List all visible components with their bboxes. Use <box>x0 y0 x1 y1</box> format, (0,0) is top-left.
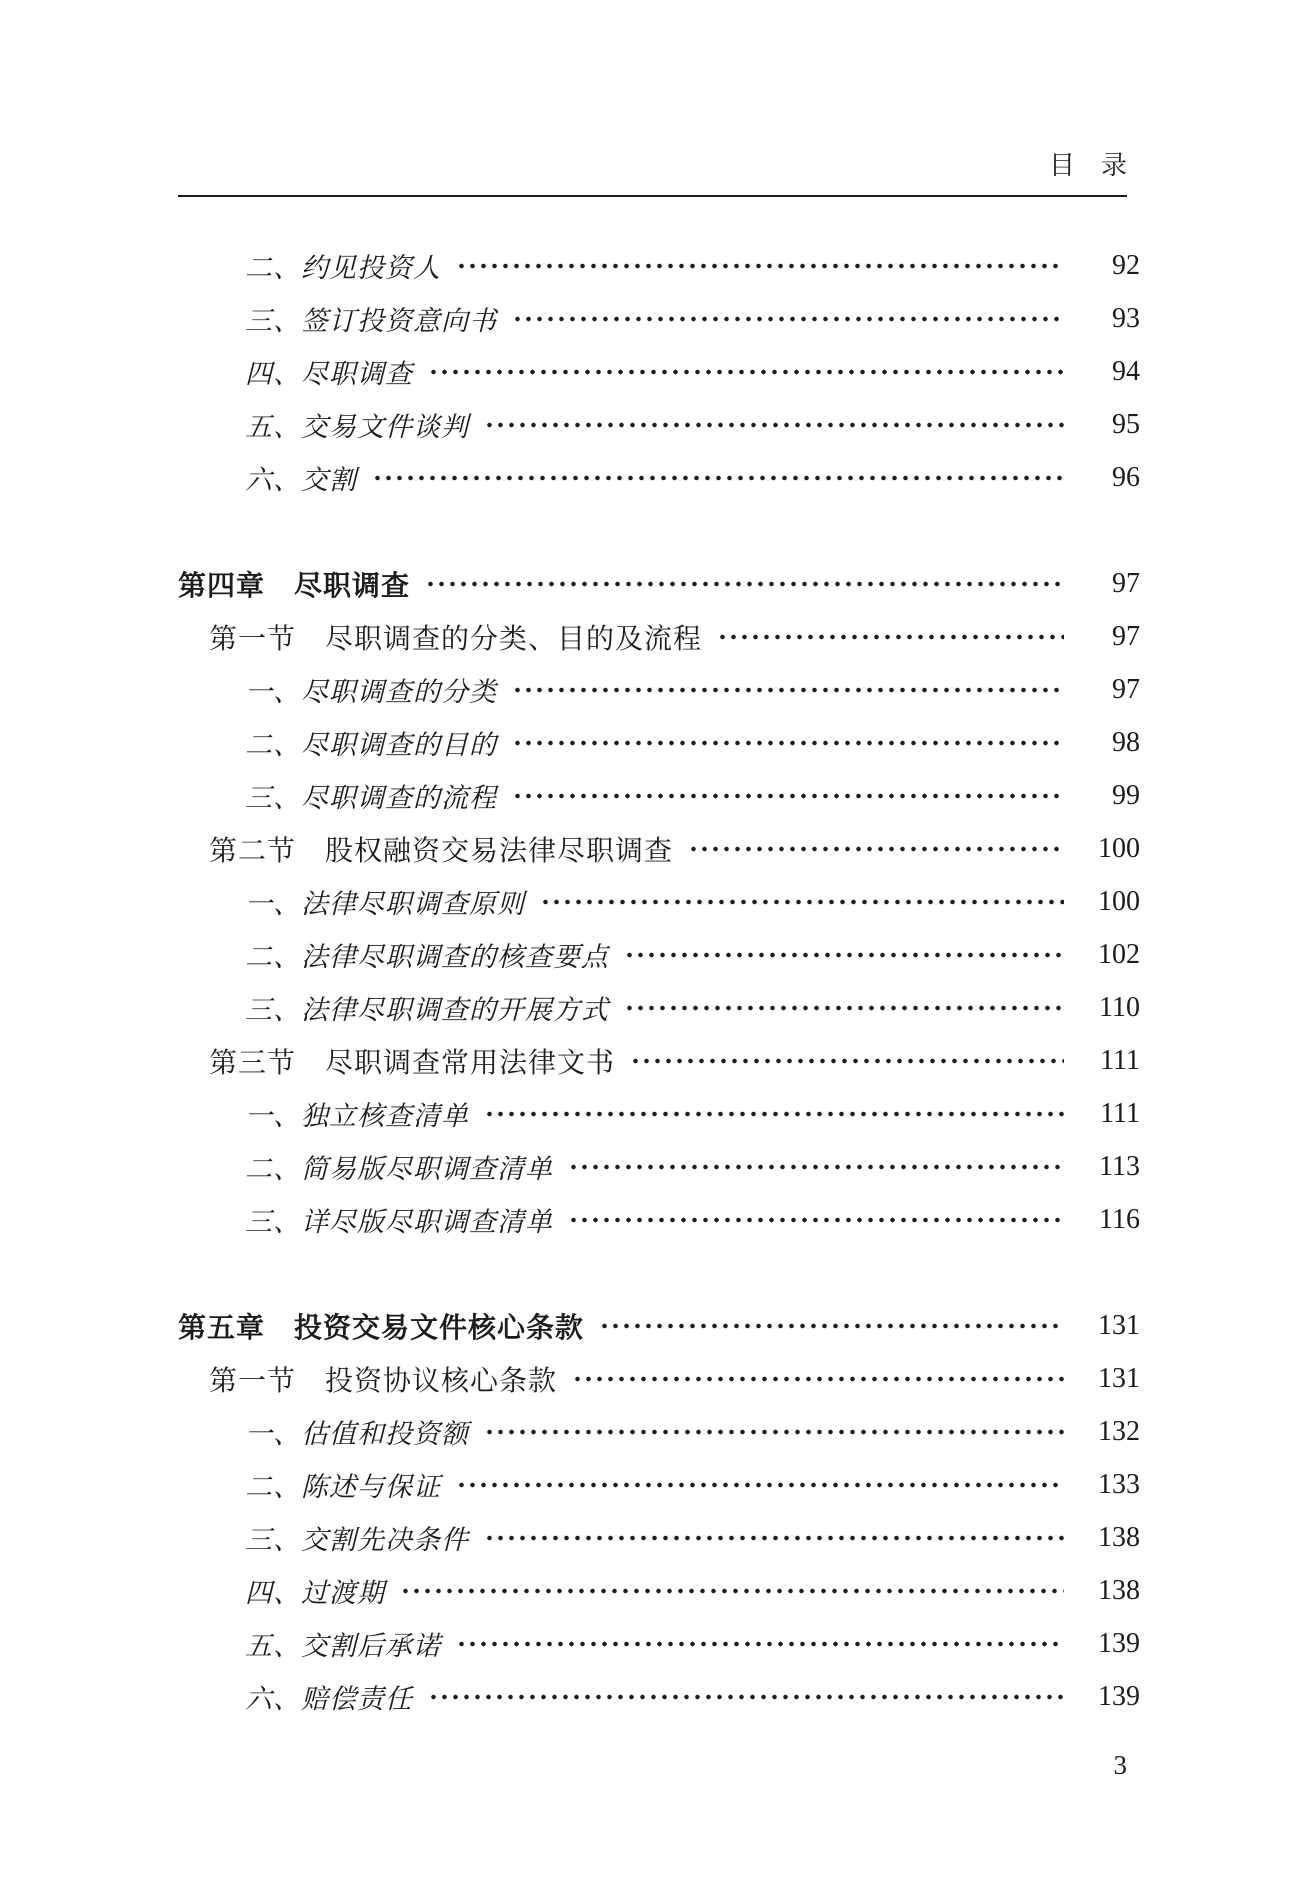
toc-entry-label: 第一节 尽职调查的分类、目的及流程 <box>209 623 703 655</box>
toc-entry <box>178 1458 1140 1511</box>
toc-entry-label: 六、赔偿责任 <box>245 1684 413 1714</box>
toc-dot-leader <box>630 1034 1064 1087</box>
toc-entry-page: 113 <box>1099 1150 1140 1182</box>
toc-entry-page: 110 <box>1099 991 1140 1023</box>
toc-entry <box>178 1511 1140 1564</box>
toc-entry-label: 一、独立核查清单 <box>245 1101 469 1131</box>
toc-dot-leader <box>372 451 1064 504</box>
toc-entry-label: 三、法律尽职调查的开展方式 <box>245 995 609 1025</box>
toc-entry <box>178 451 1140 504</box>
toc-entry <box>178 398 1140 451</box>
toc-entry <box>178 1087 1140 1140</box>
toc-entry-page: 99 <box>1112 779 1140 811</box>
toc-entry-page: 92 <box>1112 249 1140 281</box>
toc-entry <box>178 1140 1140 1193</box>
toc-entry <box>178 1299 1140 1352</box>
toc-entry-label: 第五章 投资交易文件核心条款 <box>178 1311 585 1343</box>
toc-entry <box>178 1617 1140 1670</box>
toc-entry <box>178 716 1140 769</box>
toc-entry <box>178 557 1140 610</box>
page-header-title: 目 录 <box>1048 151 1127 180</box>
toc-dot-leader <box>456 1458 1064 1511</box>
toc-entry <box>178 928 1140 981</box>
toc-entry-label: 六、交割 <box>245 465 357 495</box>
toc-entry-page: 133 <box>1098 1468 1140 1500</box>
toc-dot-leader <box>688 822 1064 875</box>
toc-entry-label: 三、尽职调查的流程 <box>245 783 497 813</box>
toc-entry-label: 二、约见投资人 <box>245 253 441 283</box>
toc-entry <box>178 239 1140 292</box>
toc-entry-label: 三、签订投资意向书 <box>245 306 497 336</box>
toc-dot-leader <box>512 663 1064 716</box>
toc-dot-leader <box>428 345 1064 398</box>
toc-entry-page: 93 <box>1112 302 1140 334</box>
toc-entry-page: 98 <box>1112 726 1140 758</box>
toc-dot-leader <box>456 1617 1064 1670</box>
toc-entry-page: 100 <box>1098 885 1140 917</box>
toc-entry-page: 97 <box>1112 567 1140 599</box>
toc-dot-leader <box>512 716 1064 769</box>
toc-entry <box>178 769 1140 822</box>
toc-dot-leader <box>512 292 1064 345</box>
toc-entry <box>178 1034 1140 1087</box>
toc-entry <box>178 1405 1140 1458</box>
toc-entry-label: 三、交割先决条件 <box>245 1525 469 1555</box>
toc-entry-page: 97 <box>1112 620 1140 652</box>
toc-entry <box>178 610 1140 663</box>
toc-entry-page: 139 <box>1098 1627 1140 1659</box>
toc-entry-page: 116 <box>1099 1203 1140 1235</box>
header-rule <box>178 195 1127 197</box>
toc-entry-label: 一、尽职调查的分类 <box>245 677 497 707</box>
toc-dot-leader <box>599 1299 1064 1352</box>
toc-entry-label: 四、过渡期 <box>245 1578 385 1608</box>
toc-entry <box>178 663 1140 716</box>
toc-entry <box>178 1193 1140 1246</box>
toc-entry-label: 四、尽职调查 <box>245 359 413 389</box>
toc-dot-leader <box>484 398 1064 451</box>
toc-entry-label: 三、详尽版尽职调查清单 <box>245 1207 553 1237</box>
toc-dot-leader <box>456 239 1064 292</box>
toc-entry-label: 一、法律尽职调查原则 <box>245 889 525 919</box>
toc-section-gap <box>178 1246 1140 1299</box>
toc-dot-leader <box>717 610 1064 663</box>
toc-entry-label: 五、交割后承诺 <box>245 1631 441 1661</box>
toc-entry-page: 102 <box>1098 938 1140 970</box>
toc-entry-label: 第一节 投资协议核心条款 <box>209 1365 558 1397</box>
toc-dot-leader <box>484 1511 1064 1564</box>
toc-entry-page: 97 <box>1112 673 1140 705</box>
toc-entry-label: 五、交易文件谈判 <box>245 412 469 442</box>
toc-entry-page: 132 <box>1098 1415 1140 1447</box>
toc-section-gap <box>178 504 1140 557</box>
toc-entry-page: 138 <box>1098 1574 1140 1606</box>
toc-list <box>178 239 1140 1723</box>
toc-dot-leader <box>572 1352 1064 1405</box>
toc-entry <box>178 1670 1140 1723</box>
toc-dot-leader <box>484 1405 1064 1458</box>
toc-entry <box>178 875 1140 928</box>
toc-entry-label: 第二节 股权融资交易法律尽职调查 <box>209 835 674 867</box>
toc-dot-leader <box>425 557 1064 610</box>
toc-entry-page: 100 <box>1098 832 1140 864</box>
toc-entry-page: 111 <box>1100 1044 1140 1076</box>
toc-entry-page: 111 <box>1100 1097 1140 1129</box>
toc-entry <box>178 292 1140 345</box>
toc-dot-leader <box>568 1140 1064 1193</box>
toc-entry <box>178 345 1140 398</box>
toc-entry-page: 94 <box>1112 355 1140 387</box>
toc-entry <box>178 981 1140 1034</box>
toc-entry-label: 二、尽职调查的目的 <box>245 730 497 760</box>
toc-entry-label: 一、估值和投资额 <box>245 1419 469 1449</box>
toc-dot-leader <box>624 928 1064 981</box>
toc-dot-leader <box>428 1670 1064 1723</box>
toc-entry <box>178 1352 1140 1405</box>
toc-entry-label: 二、陈述与保证 <box>245 1472 441 1502</box>
toc-dot-leader <box>540 875 1064 928</box>
toc-entry-label: 二、法律尽职调查的核查要点 <box>245 942 609 972</box>
toc-dot-leader <box>484 1087 1064 1140</box>
toc-entry-page: 131 <box>1098 1362 1140 1394</box>
toc-entry-page: 96 <box>1112 461 1140 493</box>
toc-entry-page: 95 <box>1112 408 1140 440</box>
toc-entry-label: 第四章 尽职调查 <box>178 569 411 601</box>
toc-dot-leader <box>624 981 1064 1034</box>
toc-entry-page: 131 <box>1098 1309 1140 1341</box>
page-folio: 3 <box>1113 1750 1127 1780</box>
toc-dot-leader <box>512 769 1064 822</box>
toc-entry-label: 第三节 尽职调查常用法律文书 <box>209 1047 616 1079</box>
toc-dot-leader <box>400 1564 1064 1617</box>
toc-dot-leader <box>568 1193 1064 1246</box>
toc-entry-page: 138 <box>1098 1521 1140 1553</box>
toc-entry-label: 二、简易版尽职调查清单 <box>245 1154 553 1184</box>
toc-entry <box>178 822 1140 875</box>
toc-entry <box>178 1564 1140 1617</box>
toc-entry-page: 139 <box>1098 1680 1140 1712</box>
